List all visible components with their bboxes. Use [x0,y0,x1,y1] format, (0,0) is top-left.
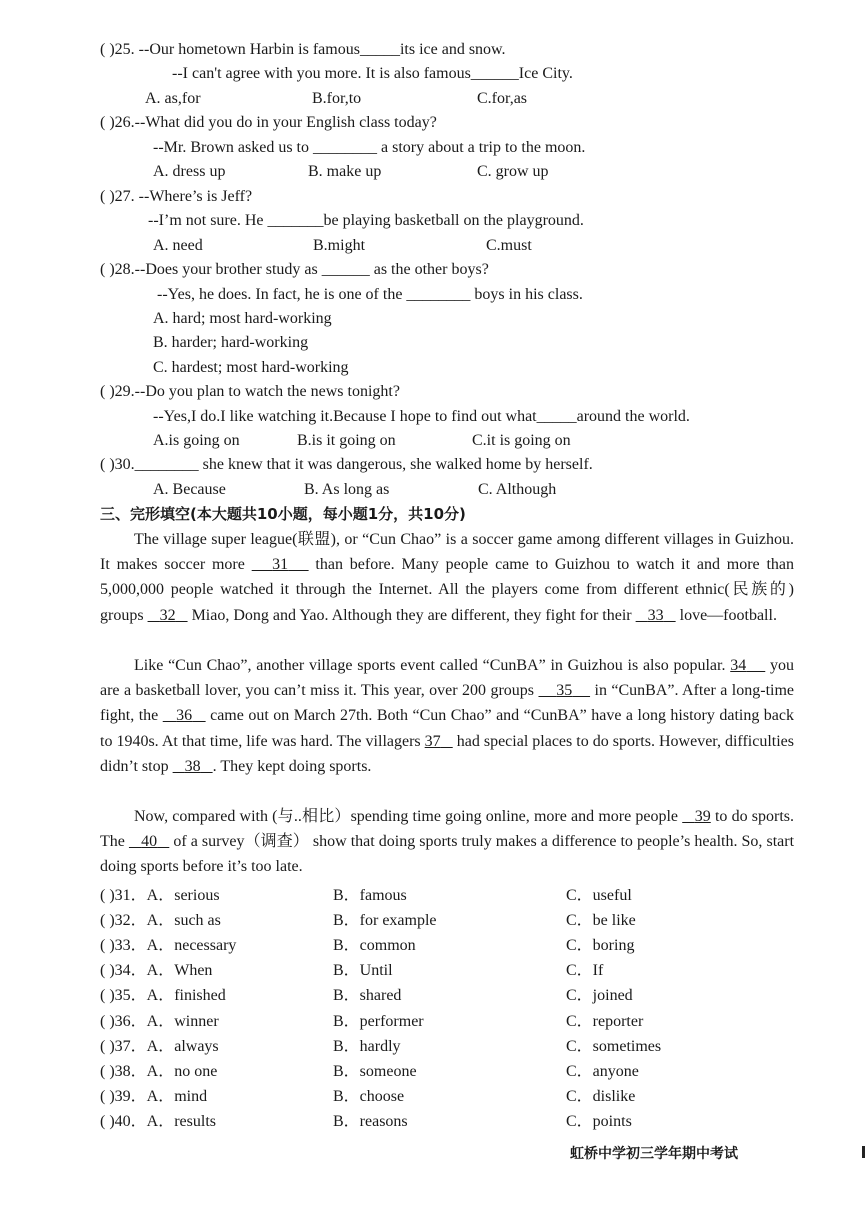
passage-text: of a survey（调查） show that doing sports truly makes a difference to people’s health. So, start doing sports before it’s too late. [100,833,795,876]
q26-stem: ( )26.--What did you do in your English class today? [100,114,437,131]
cloze-question-31 [100,882,800,904]
cloze-question-37 [100,1033,800,1055]
passage-text: in “CunBA”. After a long-time fight, the [100,682,795,725]
passage-text: to do sports. The [100,808,795,851]
q26-opt-b: B. make up [308,163,382,180]
cloze-35-option-a: ( )35．A．finished [100,987,226,1004]
cloze-39-option-c: C．dislike [566,1088,636,1105]
q25-stem: ( )25. --Our hometown Harbin is famous_____its ice and snow. [100,41,506,58]
cloze-35-option-c: C．joined [566,987,633,1004]
cloze-37-option-b: B．hardly [333,1038,401,1055]
cloze-36-option-b: B．performer [333,1013,424,1030]
q30-opt-b: B. As long as [304,481,390,498]
passage-text: than before. Many people came to Guizhou to watch it and more than 5,000,000 people watched it through the Internet. All the players come from different ethnic(民族的) groups [100,556,795,624]
q28-line2: --Yes, he does. In fact, he is one of the ________ boys in his class. [157,286,583,303]
passage-paragraph-1 [100,527,794,628]
cloze-38-option-a: ( )38．A．no one [100,1063,218,1080]
cloze-32-option-b: B．for example [333,912,437,929]
passage-paragraph-3 [100,804,794,880]
blank-39: 39 [694,808,711,825]
passage-text: you are a basketball lover, you can’t miss it. This year, over 200 groups [100,657,795,700]
cloze-34-option-c: C．If [566,962,604,979]
q28-opt-a: A. hard; most hard-working [153,310,332,327]
cloze-32-option-a: ( )32．A．such as [100,912,221,929]
blank-40: 40 [141,833,158,851]
q29-opt-b: B.is it going on [297,432,396,449]
q27-opt-a: A. need [153,237,203,254]
cloze-question-36 [100,1008,800,1030]
blank-32: 32 [159,606,176,624]
cloze-40-option-a: ( )40．A．results [100,1113,216,1130]
cloze-question-35 [100,982,800,1004]
q28-opt-b: B. harder; hard-working [153,334,309,351]
cloze-33-option-b: B．common [333,937,416,954]
edge-mark [862,1146,865,1158]
passage-text: Like “Cun Chao”, another village sports event called “CunBA” in Guizhou is also popular. [134,657,731,674]
cloze-31-option-c: C．useful [566,887,632,904]
q29-opt-c: C.it is going on [472,432,571,449]
blank-36: 36 [176,707,193,725]
cloze-question-33 [100,932,800,954]
q30-opt-c: C. Although [478,481,557,498]
page-footer: 虹桥中学初三学年期中考试 [570,1146,738,1162]
blank-33: 33 [647,606,664,624]
q27-opt-b: B.might [313,237,366,254]
passage-text: had special places to do sports. However, difficulties didn’t stop [100,732,795,775]
q26-line2: --Mr. Brown asked us to ________ a story about a trip to the moon. [153,139,586,156]
cloze-question-40 [100,1108,800,1130]
q27-opt-c: C.must [486,237,532,254]
cloze-question-34 [100,957,800,979]
blank-35: 35 [556,682,573,700]
cloze-39-option-b: B．choose [333,1088,405,1105]
cloze-question-32 [100,907,800,929]
cloze-38-option-c: C．anyone [566,1063,639,1080]
cloze-37-option-a: ( )37．A．always [100,1038,219,1055]
q25-opt-b: B.for,to [312,90,362,107]
cloze-36-option-c: C．reporter [566,1013,644,1030]
cloze-33-option-c: C．boring [566,937,635,954]
cloze-34-option-a: ( )34．A．When [100,962,213,979]
q28-opt-c: C. hardest; most hard-working [153,359,349,376]
blank-31: 31 [272,556,289,574]
passage-text: The village super league(联盟), or “Cun Chao” is a soccer game among different villages in Guizhou. It makes soccer more [100,531,794,574]
cloze-37-option-c: C．sometimes [566,1038,662,1055]
q26-opt-a: A. dress up [153,163,226,180]
cloze-40-option-c: C．points [566,1113,632,1130]
q30-stem: ( )30.________ she knew that it was dangerous, she walked home by herself. [100,456,593,473]
section-3-title: 三、完形填空(本大题共10小题，每小题1分，共10分) [100,505,466,523]
blank-37: 37 [424,732,441,750]
passage-paragraph-2 [100,653,794,779]
blank-34: 34 [730,657,747,674]
q29-opt-a: A.is going on [153,432,240,449]
cloze-31-option-b: B．famous [333,887,407,904]
q27-stem: ( )27. --Where’s is Jeff? [100,188,253,205]
passage-text: Now, compared with (与..相比）spending time going online, more and more people [134,808,683,825]
cloze-33-option-a: ( )33．A．necessary [100,937,237,954]
q27-line2: --I’m not sure. He _______be playing basketball on the playground. [148,212,584,229]
q26-opt-c: C. grow up [477,163,549,180]
cloze-36-option-a: ( )36．A．winner [100,1013,219,1030]
passage-text: Miao, Dong and Yao. Although they are different, they fight for their [187,606,636,624]
cloze-40-option-b: B．reasons [333,1113,408,1130]
cloze-38-option-b: B．someone [333,1063,417,1080]
cloze-39-option-a: ( )39．A．mind [100,1088,208,1105]
passage-text: love—football. [675,606,777,624]
q29-line2: --Yes,I do.I like watching it.Because I hope to find out what_____around the world. [153,408,690,425]
q25-line2: --I can't agree with you more. It is also famous______Ice City. [172,65,573,82]
passage-text: . They kept doing sports. [212,757,372,775]
q29-stem: ( )29.--Do you plan to watch the news tonight? [100,383,400,400]
cloze-question-38 [100,1058,800,1080]
cloze-question-39 [100,1083,800,1105]
q25-opt-c: C.for,as [477,90,528,107]
cloze-34-option-b: B．Until [333,962,393,979]
blank-38: 38 [184,757,201,775]
q30-opt-a: A. Because [153,481,226,498]
passage-text: came out on March 27th. Both “Cun Chao” and “CunBA” have a long history dating back to 1940s. At that time, life was hard. The villagers [100,707,795,750]
q28-stem: ( )28.--Does your brother study as ______ as the other boys? [100,261,489,278]
cloze-31-option-a: ( )31．A．serious [100,887,220,904]
cloze-35-option-b: B．shared [333,987,402,1004]
q25-opt-a: A. as,for [145,90,201,107]
cloze-32-option-c: C．be like [566,912,636,929]
